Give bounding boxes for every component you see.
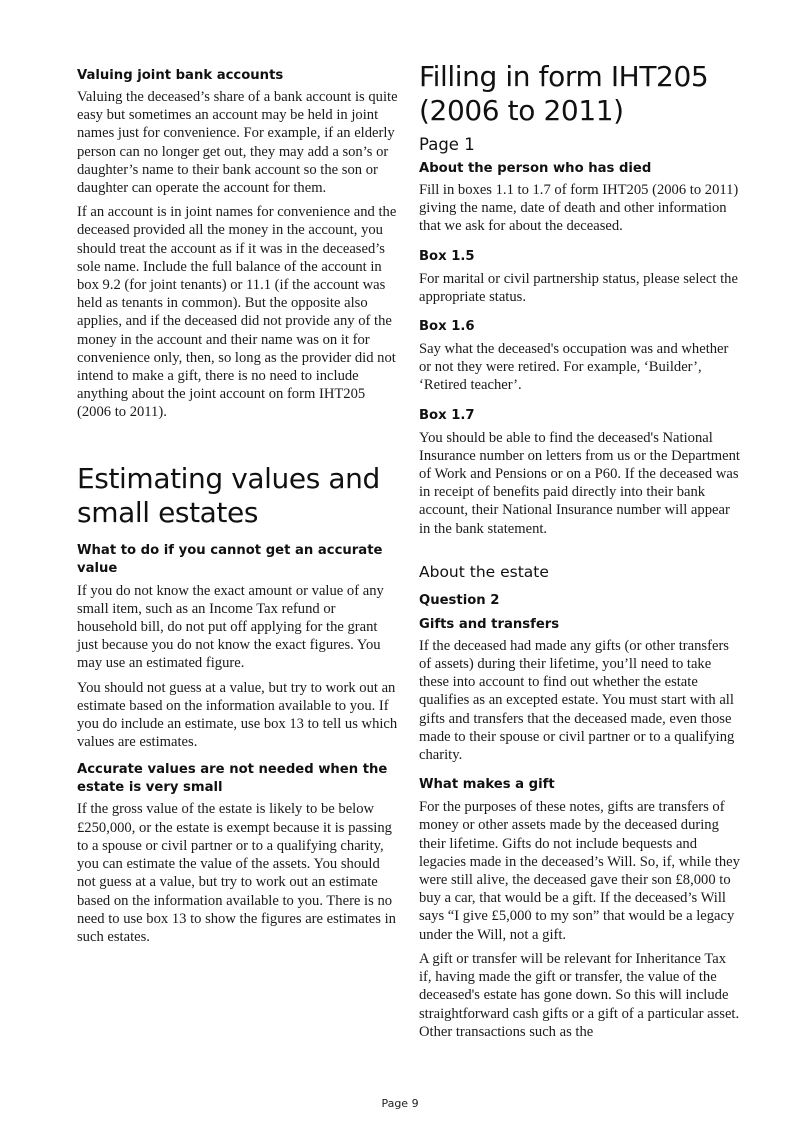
accurate-value-heading: What to do if you cannot get an accurate value [77,542,383,576]
gifts-transfers-heading: Gifts and transfers [419,616,560,632]
page-number: Page 9 [381,1097,419,1110]
box-1-7-paragraph: You should be able to find the deceased's National Insurance number on letters from us or the Department of Work and Pensions or on a P60. If the deceased was in receipt of benefits paid directly into their bank account, their National Insurance number will appear in the bank statement. [419,429,740,537]
accurate-value-paragraph-1: If you do not know the exact amount or value of any small item, such as an Income Tax refund or household bill, do not put off applying for the grant just because you do not know the exact figures. You may use an estimated figure. [77,582,384,672]
joint-accounts-paragraph-1: Valuing the deceased’s share of a bank account is quite easy but sometimes an account may be held in joint names just for convenience. For example, if an elderly person can no longer get out, they may add a son’s or daughter’s name to their bank account so the son or daughter can operate the account for them. [77,89,398,197]
box-1-6-paragraph: Say what the deceased's occupation was and whether or not they were retired. For example, ‘Builder’, ‘Retired teacher’. [419,341,729,394]
person-who-died-heading: About the person who has died [419,161,652,176]
right-column [419,60,741,1041]
form-section-title: Filling in form IHT205 (2006 to 2011) [419,60,709,127]
small-estate-paragraph: If the gross value of the estate is likely to be below £250,000, or the estate is exempt because it is passing to a spouse or civil partner or to a qualifying charity, you can estimate the value of the assets. You should not guess at a value, but try to work out an estimate based on the information available to you. There is no need to use box 13 to show the figures are estimates in such estates. [77,801,396,945]
box-1-6-heading: Box 1.6 [419,319,475,335]
page-1-heading: Page 1 [419,135,475,154]
about-estate-heading: About the estate [419,562,549,581]
joint-accounts-paragraph-2: If an account is in joint names for convenience and the deceased provided all the money in the account, you should treat the account as if it was in the deceased’s sole name. Include the full balance of the account in box 9.2 (for joint tenants) or 11.1 (if the account was held as tenants in common). But the opposite also applies, and if the deceased did not provide any of the money in the account and their name was on it for convenience only, then, so long as the provider did not intend to make a gift, there is no need to include anything about the joint account on form IHT205 (2006 to 2011). [77,204,397,421]
person-who-died-paragraph: Fill in boxes 1.1 to 1.7 of form IHT205 (2006 to 2011) giving the name, date of death and other information that we ask for about the deceased. [419,182,739,235]
gifts-transfers-paragraph: If the deceased had made any gifts (or other transfers of assets) during their lifetime, you’ll need to take these into account to find out whether the estate qualifies as an excepted estate. You must start with all gifts and transfers that the deceased made, even those made to their spouse or civil partner or to a qualifying charity. [419,637,735,764]
left-column [77,60,399,946]
box-1-5-paragraph: For marital or civil partnership status, please select the appropriate status. [419,270,738,305]
box-1-5-heading: Box 1.5 [419,248,475,264]
what-makes-gift-paragraph-2: A gift or transfer will be relevant for Inheritance Tax if, having made the gift or transfer, the value of the deceased's estate has gone down. So this will include straightforward cash gifts or a gift of a particular asset. Other transactions such as the [419,950,740,1040]
what-makes-gift-paragraph-1: For the purposes of these notes, gifts are transfers of money or other assets made by the deceased during their lifetime. Gifts do not include bequests and legacies made in the deceased’s Will. So, if, while they were still alive, the deceased gave their son £8,000 to buy a car, that would be a gift. If the deceased’s Will says “I give £5,000 to my son” that would be a legacy under the Will, not a gift. [419,799,740,943]
joint-accounts-heading: Valuing joint bank accounts [77,68,284,83]
accurate-value-paragraph-2: You should not guess at a value, but try to work out an estimate based on the information available to you. If you do include an estimate, use box 13 to tell us which values are estimates. [77,679,398,751]
box-1-7-heading: Box 1.7 [419,407,475,423]
estimating-section-title: Estimating values and small estates [77,461,380,529]
question-2-heading: Question 2 [419,592,500,608]
what-makes-gift-heading: What makes a gift [419,777,555,793]
small-estate-heading: Accurate values are not needed when the estate is very small [77,762,388,796]
